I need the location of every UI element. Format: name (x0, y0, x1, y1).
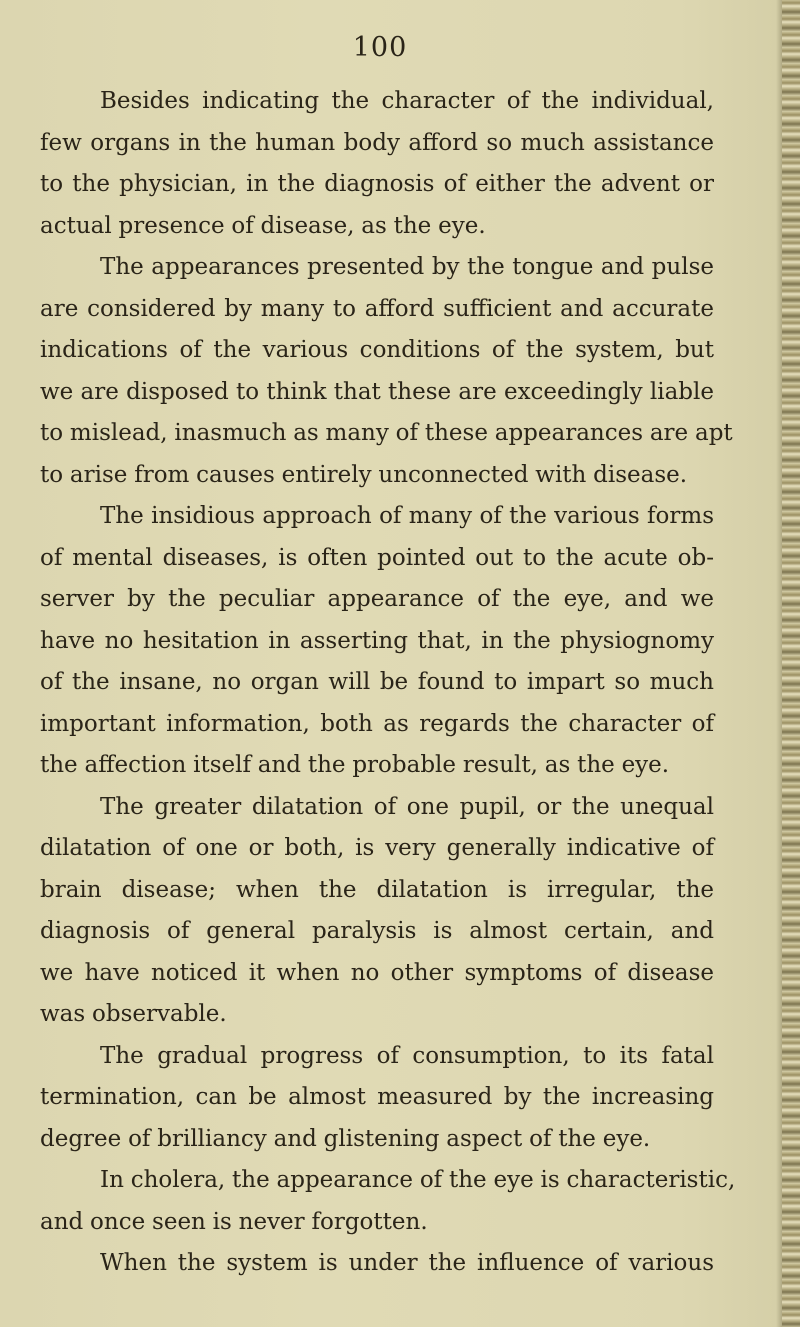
text-line: we are disposed to think that these are exceedingly liable (40, 378, 714, 405)
text-line: The insidious approach of many of the various forms (100, 503, 714, 529)
text-line: was observable. (40, 1001, 227, 1027)
page-number: 100 (352, 32, 408, 63)
text-line: degree of brilliancy and glistening aspect of the eye. (40, 1125, 651, 1152)
text-line: have no hesitation in asserting that, in the physiognomy (40, 627, 714, 654)
text-line: to mislead, inasmuch as many of these appearances are apt (40, 420, 733, 446)
text-line: Besides indicating the character of the individual, (100, 88, 714, 114)
text-line: we have noticed it when no other symptoms of disease (40, 959, 714, 986)
text-line: diagnosis of general paralysis is almost certain, and (40, 918, 714, 944)
text-line: brain disease; when the dilatation is irregular, the (40, 876, 714, 903)
text-line: termination, can be almost measured by the increasing (40, 1084, 714, 1110)
text-line: When the system is under the influence of various (100, 1250, 714, 1276)
text-line: and once seen is never forgotten. (40, 1208, 428, 1235)
text-line: The greater dilatation of one pupil, or the unequal (100, 793, 714, 820)
text-line: The appearances presented by the tongue and pulse (100, 254, 714, 280)
page-edge (782, 0, 800, 1327)
text-line: actual presence of disease, as the eye. (40, 212, 486, 239)
text-line: to the physician, in the diagnosis of either the advent or (40, 171, 714, 197)
text-line: The gradual progress of consumption, to its fatal (100, 1042, 714, 1069)
text-line: of the insane, no organ will be found to impart so much (40, 669, 714, 695)
text-line: to arise from causes entirely unconnected with disease. (40, 461, 688, 488)
text-line: of mental diseases, is often pointed out to the acute ob- (40, 544, 714, 571)
text-line: In cholera, the appearance of the eye is characteristic, (100, 1167, 736, 1193)
text-line: few organs in the human body afford so much assistance (40, 129, 714, 156)
text-line: important information, both as regards the character of (40, 710, 714, 737)
body-text (40, 81, 736, 1285)
text-line: are considered by many to afford sufficient and accurate (40, 295, 714, 322)
text-line: server by the peculiar appearance of the eye, and we (40, 586, 714, 612)
text-line: indications of the various conditions of the system, but (40, 337, 714, 363)
text-line: the affection itself and the probable result, as the eye. (40, 752, 670, 778)
text-line: dilatation of one or both, is very generally indicative of (40, 835, 714, 861)
